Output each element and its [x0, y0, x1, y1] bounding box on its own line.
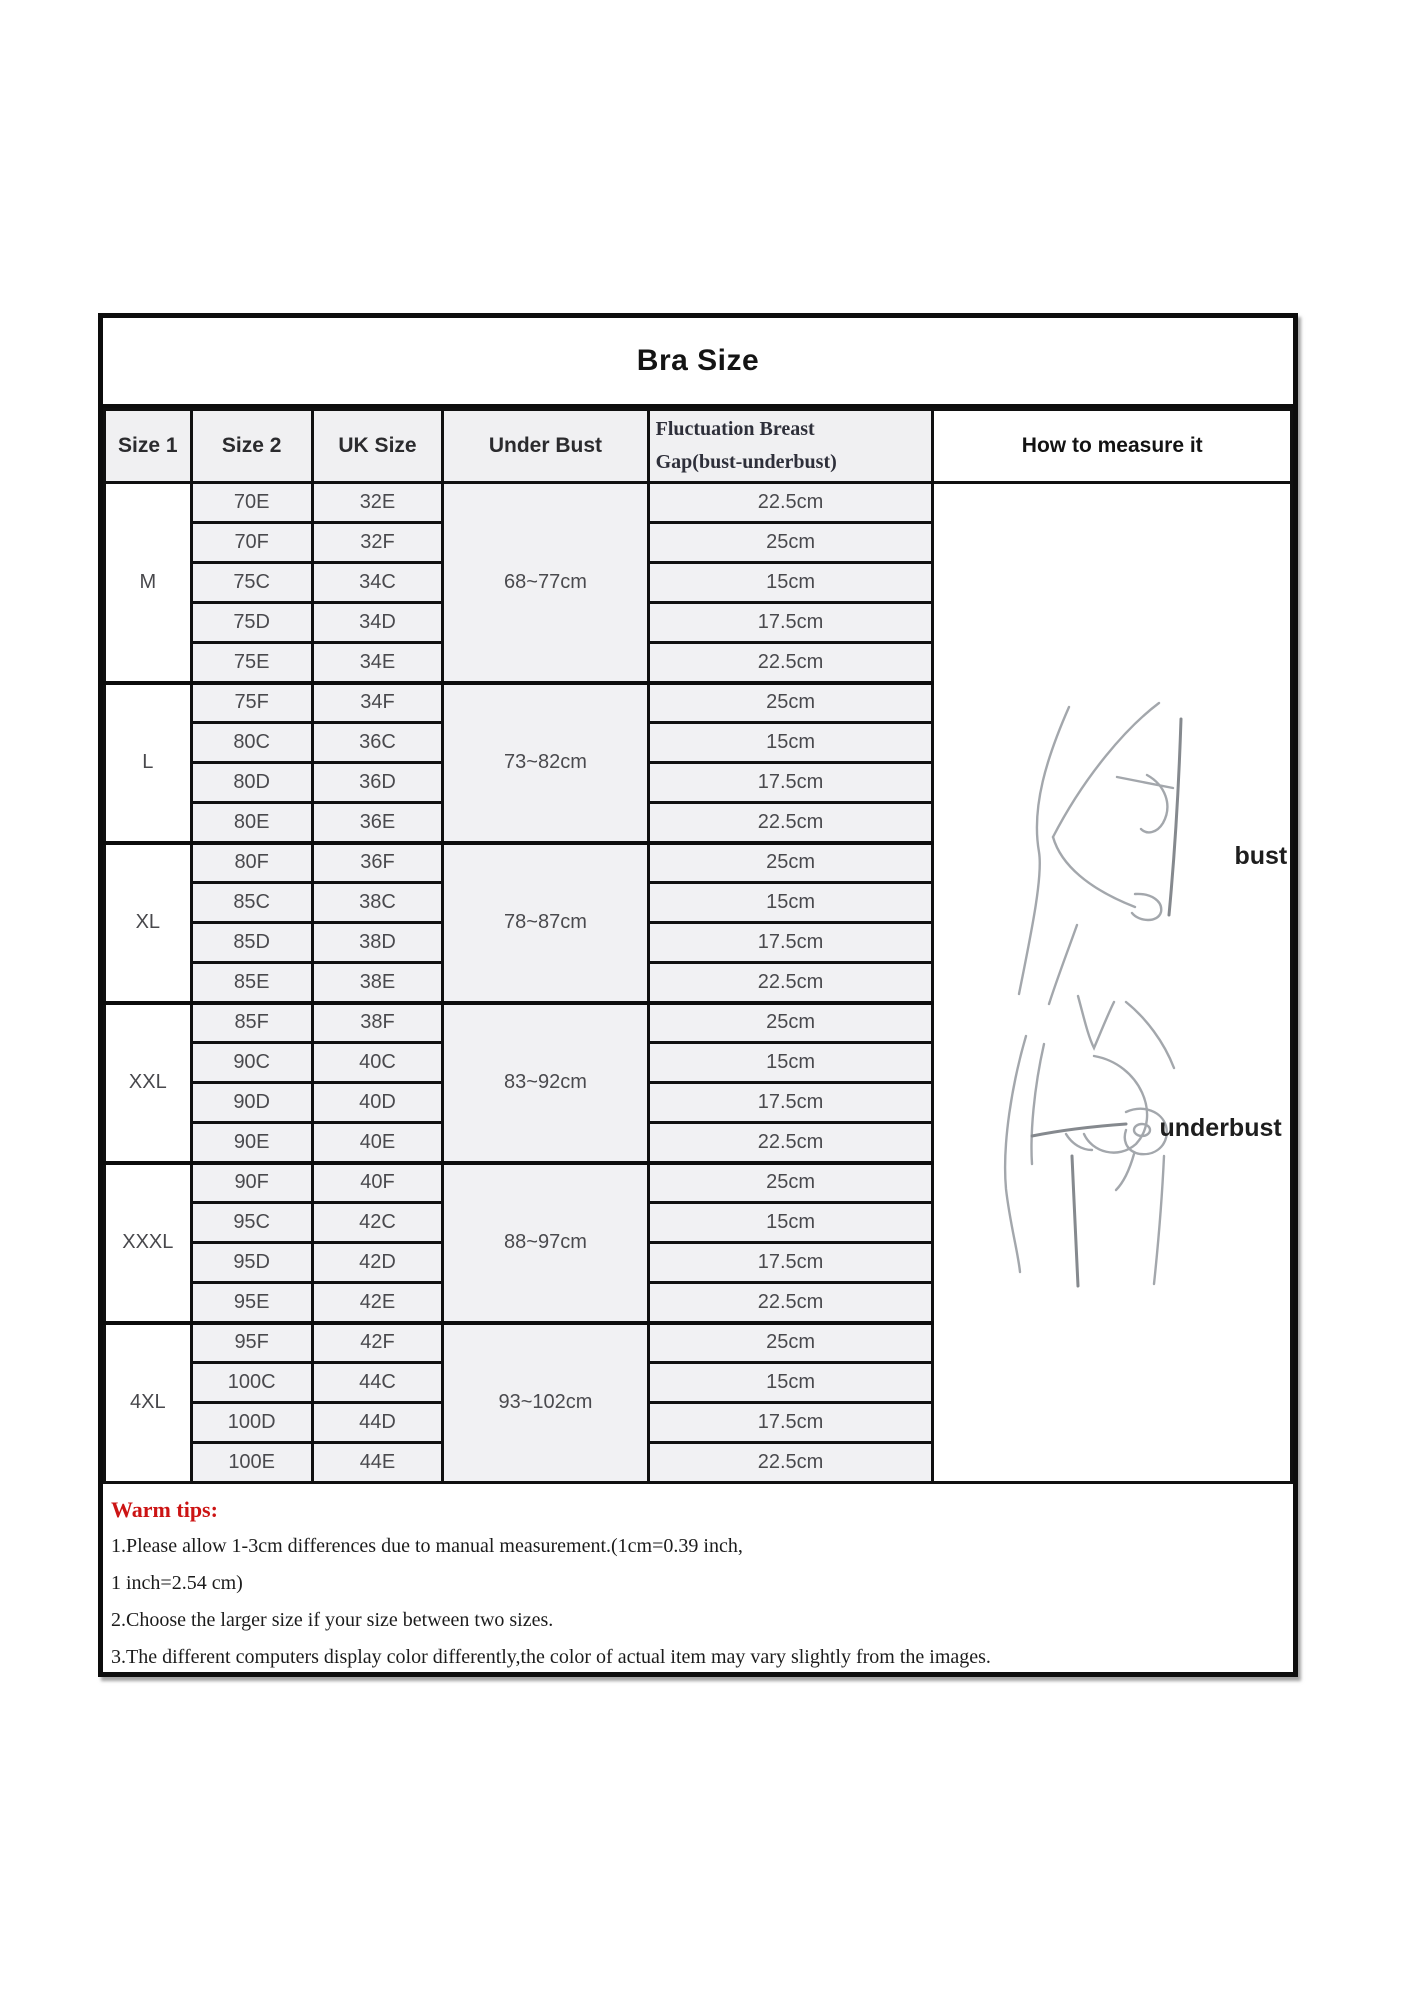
size1-cell: XXL [105, 1003, 192, 1163]
size2-cell: 85C [191, 883, 312, 923]
header-row [105, 410, 1292, 483]
fluctuation-gap-cell: 25cm [648, 1323, 933, 1363]
size1-cell: XL [105, 843, 192, 1003]
size-table [103, 408, 1293, 1484]
uk-size-cell: 34E [312, 643, 443, 683]
fluctuation-gap-cell: 25cm [648, 523, 933, 563]
col-header-fluctuation [648, 410, 933, 483]
fluctuation-gap-cell: 17.5cm [648, 923, 933, 963]
size2-cell: 95E [191, 1283, 312, 1323]
fluctuation-gap-cell: 15cm [648, 883, 933, 923]
uk-size-cell: 44D [312, 1403, 443, 1443]
uk-size-cell: 34D [312, 603, 443, 643]
how-to-measure-cell [933, 483, 1292, 1483]
warm-tips-line: 3.The different computers display color differently,the color of actual item may vary slightly from the images. [111, 1646, 991, 1668]
uk-size-cell: 38C [312, 883, 443, 923]
size2-cell: 100C [191, 1363, 312, 1403]
uk-size-cell: 38D [312, 923, 443, 963]
under-bust-cell: 68~77cm [443, 483, 648, 683]
warm-tips-line: 1.Please allow 1-3cm differences due to manual measurement.(1cm=0.39 inch, [111, 1535, 743, 1557]
uk-size-cell: 42C [312, 1203, 443, 1243]
size1-cell: L [105, 683, 192, 843]
fluctuation-gap-cell: 15cm [648, 723, 933, 763]
fluctuation-gap-cell: 15cm [648, 1043, 933, 1083]
uk-size-cell: 42E [312, 1283, 443, 1323]
col-header-how-to-measure: How to measure it [933, 410, 1292, 483]
uk-size-cell: 36E [312, 803, 443, 843]
fluctuation-gap-cell: 17.5cm [648, 1083, 933, 1123]
under-bust-cell: 93~102cm [443, 1323, 648, 1483]
fluctuation-gap-cell: 22.5cm [648, 1123, 933, 1163]
size2-cell: 95D [191, 1243, 312, 1283]
bra-size-chart [98, 313, 1298, 1677]
size2-cell: 70E [191, 483, 312, 523]
warm-tips-section [103, 1484, 1293, 1676]
uk-size-cell: 36D [312, 763, 443, 803]
size2-cell: 75F [191, 683, 312, 723]
uk-size-cell: 40C [312, 1043, 443, 1083]
size2-cell: 80F [191, 843, 312, 883]
size2-cell: 100D [191, 1403, 312, 1443]
underbust-figure-illustration [974, 984, 1234, 1314]
size-row [105, 483, 1292, 523]
size1-cell: 4XL [105, 1323, 192, 1483]
fluctuation-gap-cell: 25cm [648, 1003, 933, 1043]
size2-cell: 75E [191, 643, 312, 683]
uk-size-cell: 40E [312, 1123, 443, 1163]
fluctuation-gap-cell: 25cm [648, 843, 933, 883]
fluctuation-gap-cell: 17.5cm [648, 763, 933, 803]
col-header-under-bust: Under Bust [443, 410, 648, 483]
uk-size-cell: 40F [312, 1163, 443, 1203]
warm-tips-line: 2.Choose the larger size if your size between two sizes. [111, 1609, 554, 1631]
size2-cell: 85D [191, 923, 312, 963]
size2-cell: 70F [191, 523, 312, 563]
fluctuation-gap-cell: 17.5cm [648, 1403, 933, 1443]
size1-cell: XXXL [105, 1163, 192, 1323]
size2-cell: 90C [191, 1043, 312, 1083]
under-bust-cell: 73~82cm [443, 683, 648, 843]
fluctuation-gap-cell: 15cm [648, 563, 933, 603]
page-title: Bra Size [103, 318, 1293, 408]
size2-cell: 90F [191, 1163, 312, 1203]
fluctuation-gap-cell: 17.5cm [648, 603, 933, 643]
uk-size-cell: 44C [312, 1363, 443, 1403]
size2-cell: 75D [191, 603, 312, 643]
warm-tips-line: 1 inch=2.54 cm) [111, 1572, 243, 1594]
size2-cell: 80C [191, 723, 312, 763]
under-bust-cell: 83~92cm [443, 1003, 648, 1163]
fluctuation-gap-cell: 22.5cm [648, 1283, 933, 1323]
col-header-size1: Size 1 [105, 410, 192, 483]
fluctuation-gap-cell: 22.5cm [648, 803, 933, 843]
size2-cell: 75C [191, 563, 312, 603]
fluctuation-gap-cell: 22.5cm [648, 643, 933, 683]
fluctuation-gap-cell: 15cm [648, 1363, 933, 1403]
under-bust-cell: 88~97cm [443, 1163, 648, 1323]
uk-size-cell: 44E [312, 1443, 443, 1483]
uk-size-cell: 36C [312, 723, 443, 763]
size2-cell: 95C [191, 1203, 312, 1243]
warm-tips-heading: Warm tips: [111, 1497, 218, 1522]
uk-size-cell: 36F [312, 843, 443, 883]
uk-size-cell: 32F [312, 523, 443, 563]
bust-label: bust [1234, 842, 1288, 870]
fluctuation-gap-cell: 22.5cm [648, 483, 933, 523]
size1-cell: M [105, 483, 192, 683]
measure-illustrations [934, 484, 1290, 1481]
warm-tips-lines [111, 1528, 1281, 1676]
col-header-uk-size: UK Size [312, 410, 443, 483]
size2-cell: 85E [191, 963, 312, 1003]
uk-size-cell: 38E [312, 963, 443, 1003]
size2-cell: 95F [191, 1323, 312, 1363]
fluctuation-gap-cell: 22.5cm [648, 963, 933, 1003]
under-bust-cell: 78~87cm [443, 843, 648, 1003]
size2-cell: 80E [191, 803, 312, 843]
fluctuation-gap-cell: 25cm [648, 1163, 933, 1203]
size2-cell: 85F [191, 1003, 312, 1043]
uk-size-cell: 34F [312, 683, 443, 723]
size2-cell: 90D [191, 1083, 312, 1123]
fluctuation-header-line1: Fluctuation Breast [655, 418, 815, 440]
size2-cell: 100E [191, 1443, 312, 1483]
underbust-label: underbust [1159, 1114, 1282, 1142]
uk-size-cell: 42F [312, 1323, 443, 1363]
fluctuation-gap-cell: 22.5cm [648, 1443, 933, 1483]
fluctuation-gap-cell: 17.5cm [648, 1243, 933, 1283]
size-table-body [105, 483, 1292, 1483]
bust-figure-illustration [989, 689, 1249, 1009]
fluctuation-header-line2: Gap(bust-underbust) [655, 451, 837, 473]
fluctuation-gap-cell: 25cm [648, 683, 933, 723]
uk-size-cell: 38F [312, 1003, 443, 1043]
uk-size-cell: 34C [312, 563, 443, 603]
fluctuation-gap-cell: 15cm [648, 1203, 933, 1243]
size2-cell: 80D [191, 763, 312, 803]
uk-size-cell: 32E [312, 483, 443, 523]
uk-size-cell: 42D [312, 1243, 443, 1283]
col-header-size2: Size 2 [191, 410, 312, 483]
size2-cell: 90E [191, 1123, 312, 1163]
uk-size-cell: 40D [312, 1083, 443, 1123]
